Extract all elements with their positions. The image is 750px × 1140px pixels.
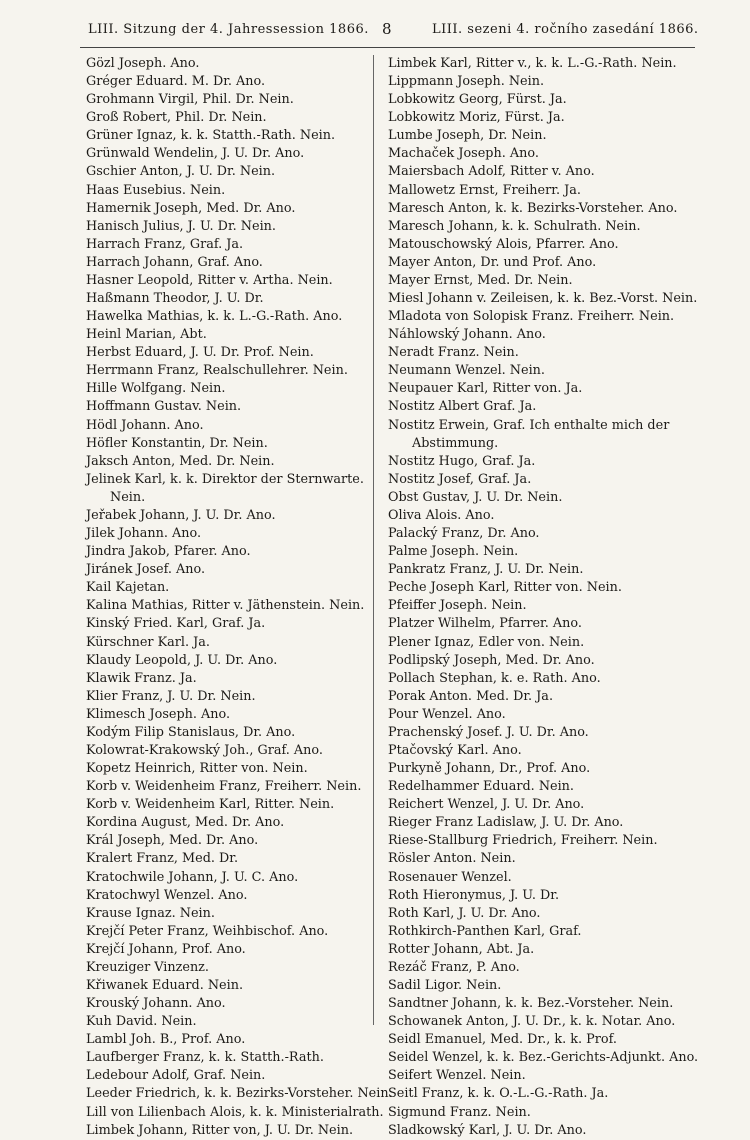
- list-item: [86, 1031, 374, 1049]
- entry-text: Kodým Filip Stanislaus, Dr. Ano.: [86, 724, 296, 740]
- entry-text: Mladota von Solopisk Franz. Freiherr. Nein.: [388, 309, 675, 325]
- list-item: [388, 706, 710, 724]
- list-item: [86, 344, 374, 362]
- entry-text: Rosenauer Wenzel.: [388, 869, 512, 885]
- entry-text: Kürschner Karl. Ja.: [86, 634, 210, 650]
- list-item: [388, 869, 710, 887]
- list-item: [388, 1067, 710, 1085]
- list-item: [388, 796, 710, 814]
- list-item: [86, 561, 374, 579]
- list-item: [86, 579, 374, 597]
- entry-text: Sladkowský Karl, J. U. Dr. Ano.: [388, 1122, 587, 1138]
- entry-text: Rösler Anton. Nein.: [388, 851, 516, 867]
- list-item: [86, 814, 374, 832]
- entry-text: Lumbe Joseph, Dr. Nein.: [388, 128, 547, 144]
- list-item: [86, 380, 374, 398]
- list-item: [86, 218, 374, 236]
- list-item: [86, 91, 374, 109]
- entry-text: Jelinek Karl, k. k. Direktor der Sternwarte.: [86, 471, 364, 487]
- list-item: [388, 850, 710, 868]
- entry-text: Sigmund Franz. Nein.: [388, 1104, 531, 1120]
- list-item: [388, 814, 710, 832]
- entry-text: Krouský Johann. Ano.: [86, 996, 226, 1012]
- entry-text: Sadil Ligor. Nein.: [388, 977, 502, 993]
- entry-text: Redelhammer Eduard. Nein.: [388, 779, 574, 795]
- list-item: [388, 453, 710, 471]
- entry-text: Kolowrat-Krakowský Joh., Graf. Ano.: [86, 742, 323, 758]
- entry-text: Kratochwile Johann, J. U. C. Ano.: [86, 869, 299, 885]
- list-item: [388, 941, 710, 959]
- entry-text: Porak Anton. Med. Dr. Ja.: [388, 688, 554, 704]
- list-item: [86, 1013, 374, 1031]
- entry-text: Hanisch Julius, J. U. Dr. Nein.: [86, 218, 276, 234]
- entry-text: Jindra Jakob, Pfarer. Ano.: [86, 544, 251, 560]
- entry-text: Kalina Mathias, Ritter v. Jäthenstein. Nein.: [86, 598, 365, 614]
- list-item: [86, 977, 374, 995]
- entry-text: Laufberger Franz, k. k. Statth.-Rath.: [86, 1050, 324, 1066]
- list-item: [388, 887, 710, 905]
- list-item: [388, 182, 710, 200]
- entry-text: Kinský Fried. Karl, Graf. Ja.: [86, 616, 266, 632]
- entry-text: Heinl Marian, Abt.: [86, 327, 207, 343]
- list-item: [388, 109, 710, 127]
- entry-text: Limbek Karl, Ritter v., k. k. L.-G.-Rath. Nein.: [388, 56, 677, 71]
- entry-text: Limbek Johann, Ritter von, J. U. Dr. Nein.: [86, 1122, 354, 1138]
- list-item: [388, 597, 710, 615]
- list-item: [86, 760, 374, 778]
- entry-text: Grüner Ignaz, k. k. Statth.-Rath. Nein.: [86, 128, 336, 144]
- entry-text: Maresch Anton, k. k. Bezirks-Vorsteher. Ano.: [388, 200, 678, 216]
- list-item: [86, 362, 374, 380]
- entry-text: Oliva Alois. Ano.: [388, 507, 495, 523]
- entry-text: Maiersbach Adolf, Ritter v. Ano.: [388, 164, 595, 180]
- left-column: [86, 55, 393, 1140]
- list-item: [86, 652, 374, 670]
- list-item: [86, 200, 374, 218]
- page-number: 8: [382, 20, 393, 38]
- list-item: [86, 127, 374, 145]
- list-item: [388, 236, 710, 254]
- entry-text: Reichert Wenzel, J. U. Dr. Ano.: [388, 797, 585, 813]
- entry-text: Neumann Wenzel. Nein.: [388, 363, 545, 379]
- entry-text: Kreuziger Vinzenz.: [86, 959, 209, 975]
- entry-text: Neupauer Karl, Ritter von. Ja.: [388, 381, 583, 397]
- entry-text: Korb v. Weidenheim Franz, Freiherr. Nein.: [86, 779, 362, 795]
- list-item: [388, 543, 710, 561]
- entry-text: Seifert Wenzel. Nein.: [388, 1068, 526, 1084]
- list-item: [388, 272, 710, 290]
- list-item: [388, 1049, 710, 1067]
- entry-text: Klier Franz, J. U. Dr. Nein.: [86, 688, 256, 704]
- entry-text: Kordina August, Med. Dr. Ano.: [86, 815, 285, 831]
- list-item: [388, 760, 710, 778]
- entry-text: Hille Wolfgang. Nein.: [86, 381, 226, 397]
- entry-text: Rieger Franz Ladislaw, J. U. Dr. Ano.: [388, 815, 624, 831]
- entry-text: Nostitz Erwein, Graf. Ich enthalte mich der: [388, 417, 670, 433]
- list-item: [86, 254, 374, 272]
- page-header: [0, 22, 750, 46]
- list-item: [86, 163, 374, 181]
- entry-text: Neradt Franz. Nein.: [388, 345, 519, 361]
- list-item: [86, 507, 374, 525]
- entry-text: Harrach Franz, Graf. Ja.: [86, 236, 244, 252]
- entry-text: Klawik Franz. Ja.: [86, 670, 197, 686]
- entry-text: Mayer Anton, Dr. und Prof. Ano.: [388, 254, 597, 270]
- list-item: [388, 218, 710, 236]
- entry-text: Roth Hieronymus, J. U. Dr.: [388, 887, 560, 903]
- list-item: [388, 326, 710, 344]
- list-item: [86, 182, 374, 200]
- list-item: [388, 995, 710, 1013]
- entry-text: Jiránek Josef. Ano.: [86, 562, 206, 578]
- list-item: [388, 344, 710, 362]
- list-item: [388, 290, 710, 308]
- list-item: [388, 579, 710, 597]
- entry-text: Pollach Stephan, k. e. Rath. Ano.: [388, 670, 601, 686]
- list-item: [388, 1122, 710, 1140]
- list-item: [86, 109, 374, 127]
- list-item: [388, 200, 710, 218]
- list-item: [86, 55, 374, 73]
- list-item: [86, 326, 374, 344]
- entry-text: Král Joseph, Med. Dr. Ano.: [86, 833, 259, 849]
- entry-text: Rezáč Franz, P. Ano.: [388, 959, 520, 975]
- list-item: [388, 561, 710, 579]
- header-german: LIII. Sitzung der 4. Jahressession 1866.: [88, 22, 369, 37]
- entry-text: Rothkirch-Panthen Karl, Graf.: [388, 923, 582, 939]
- entry-continuation: Nein.: [110, 489, 146, 505]
- entry-text: Kail Kajetan.: [86, 580, 170, 596]
- entry-text: Palme Joseph. Nein.: [388, 544, 519, 560]
- list-item: [388, 471, 710, 489]
- list-item: [388, 91, 710, 109]
- list-item: [388, 615, 710, 633]
- list-item: [86, 688, 374, 706]
- entry-text: Nostitz Albert Graf. Ja.: [388, 399, 537, 415]
- list-item: [86, 417, 374, 435]
- entry-text: Platzer Wilhelm, Pfarrer. Ano.: [388, 616, 582, 632]
- entry-continuation: Abstimmung.: [412, 435, 499, 451]
- entry-text: Lambl Joh. B., Prof. Ano.: [86, 1032, 246, 1048]
- list-item: [86, 308, 374, 326]
- list-item: [86, 941, 374, 959]
- list-item: [86, 145, 374, 163]
- entry-text: Purkyně Johann, Dr., Prof. Ano.: [388, 761, 591, 777]
- list-item: [388, 923, 710, 941]
- list-item: [388, 507, 710, 525]
- header-czech: LIII. sezeni 4. ročního zasedání 1866.: [432, 22, 699, 37]
- entry-text: Pfeiffer Joseph. Nein.: [388, 598, 527, 614]
- list-item: [388, 73, 710, 91]
- entry-text: Groß Robert, Phil. Dr. Nein.: [86, 110, 267, 126]
- right-column: [388, 55, 710, 1140]
- list-item: [388, 1013, 710, 1031]
- entry-text: Ledebour Adolf, Graf. Nein.: [86, 1068, 266, 1084]
- entry-text: Roth Karl, J. U. Dr. Ano.: [388, 905, 541, 921]
- list-item: [86, 290, 374, 308]
- list-item: [86, 453, 374, 471]
- list-item: [388, 398, 710, 416]
- entry-text: Harrach Johann, Graf. Ano.: [86, 254, 263, 270]
- entry-text: Prachenský Josef. J. U. Dr. Ano.: [388, 724, 589, 740]
- entry-text: Gréger Eduard. M. Dr. Ano.: [86, 74, 266, 90]
- entry-text: Herbst Eduard, J. U. Dr. Prof. Nein.: [86, 345, 314, 361]
- entry-text: Kuh David. Nein.: [86, 1014, 197, 1030]
- entry-text: Seidl Emanuel, Med. Dr., k. k. Prof.: [388, 1032, 617, 1048]
- list-item: [86, 525, 374, 543]
- entry-text: Matouschowský Alois, Pfarrer. Ano.: [388, 236, 619, 252]
- entry-text: Lobkowitz Georg, Fürst. Ja.: [388, 92, 567, 108]
- entry-text: Mayer Ernst, Med. Dr. Nein.: [388, 272, 573, 288]
- list-item: [86, 959, 374, 977]
- entry-text: Nostitz Hugo, Graf. Ja.: [388, 453, 536, 469]
- list-item: [388, 778, 710, 796]
- entry-text: Hamernik Joseph, Med. Dr. Ano.: [86, 200, 296, 216]
- entry-text: Plener Ignaz, Edler von. Nein.: [388, 634, 585, 650]
- entry-text: Podlipský Joseph, Med. Dr. Ano.: [388, 652, 595, 668]
- entry-text: Klaudy Leopold, J. U. Dr. Ano.: [86, 652, 278, 668]
- entry-text: Haßmann Theodor, J. U. Dr.: [86, 291, 264, 307]
- entry-text: Lippmann Joseph. Nein.: [388, 74, 545, 90]
- entry-text: Pour Wenzel. Ano.: [388, 706, 506, 722]
- header-rule: [80, 47, 695, 48]
- entry-text: Riese-Stallburg Friedrich, Freiherr. Nein.: [388, 833, 658, 849]
- list-item: [388, 634, 710, 652]
- entry-text: Herrmann Franz, Realschullehrer. Nein.: [86, 363, 348, 379]
- list-item: [86, 1104, 384, 1122]
- entry-text: Kopetz Heinrich, Ritter von. Nein.: [86, 761, 308, 777]
- list-item: [388, 724, 710, 742]
- entry-text: Ptačovský Karl. Ano.: [388, 742, 522, 758]
- entry-text: Palacký Franz, Dr. Ano.: [388, 526, 540, 542]
- list-item: [388, 127, 710, 145]
- list-item: [388, 1031, 710, 1049]
- entry-text: Höfler Konstantin, Dr. Nein.: [86, 435, 268, 451]
- list-item: [86, 995, 374, 1013]
- entry-text: Gschier Anton, J. U. Dr. Nein.: [86, 164, 276, 180]
- list-item: [388, 254, 710, 272]
- entry-text: Mallowetz Ernst, Freiherr. Ja.: [388, 182, 581, 198]
- entry-text: Hoffmann Gustav. Nein.: [86, 399, 242, 415]
- list-item: [388, 832, 710, 850]
- list-item: [388, 905, 710, 923]
- entry-text: Leeder Friedrich, k. k. Bezirks-Vorsteher. Nein.: [86, 1086, 393, 1102]
- list-item: [86, 73, 374, 91]
- list-item: [388, 1085, 710, 1103]
- list-item: [86, 778, 374, 796]
- entry-text: Křiwanek Eduard. Nein.: [86, 977, 244, 993]
- list-item: [388, 163, 710, 181]
- entry-text: Schowanek Anton, J. U. Dr., k. k. Notar. Ano.: [388, 1014, 676, 1030]
- list-item: [86, 543, 374, 561]
- entry-text: Sandtner Johann, k. k. Bez.-Vorsteher. Nein.: [388, 996, 674, 1012]
- list-item: [388, 55, 710, 73]
- entry-text: Pankratz Franz, J. U. Dr. Nein.: [388, 562, 584, 578]
- list-item: [86, 869, 374, 887]
- list-item: [86, 435, 374, 453]
- list-item: [86, 742, 374, 760]
- entry-text: Miesl Johann v. Zeileisen, k. k. Bez.-Vorst. Nein.: [388, 291, 698, 307]
- entry-text: Rotter Johann, Abt. Ja.: [388, 941, 535, 957]
- entry-text: Krejčí Peter Franz, Weihbischof. Ano.: [86, 923, 329, 939]
- list-item: [388, 525, 710, 543]
- list-item: [86, 1067, 374, 1085]
- entry-text: Hawelka Mathias, k. k. L.-G.-Rath. Ano.: [86, 309, 343, 325]
- list-item: [388, 380, 710, 398]
- entry-text: Nostitz Josef, Graf. Ja.: [388, 471, 532, 487]
- list-item: [86, 923, 374, 941]
- entry-text: Jilek Johann. Ano.: [86, 526, 202, 542]
- entry-text: Haas Eusebius. Nein.: [86, 182, 226, 198]
- entry-text: Lobkowitz Moriz, Fürst. Ja.: [388, 110, 565, 126]
- entry-text: Maresch Johann, k. k. Schulrath. Nein.: [388, 218, 641, 234]
- list-item: [86, 1122, 374, 1140]
- entry-text: Kralert Franz, Med. Dr.: [86, 851, 239, 867]
- entry-text: Grohmann Virgil, Phil. Dr. Nein.: [86, 92, 294, 108]
- entry-text: Jaksch Anton, Med. Dr. Nein.: [86, 453, 275, 469]
- list-item: [86, 1049, 374, 1067]
- list-item: [388, 362, 710, 380]
- list-item: [388, 688, 710, 706]
- list-item: [86, 670, 374, 688]
- list-item: [388, 652, 710, 670]
- entry-text: Jeřabek Johann, J. U. Dr. Ano.: [86, 507, 276, 523]
- list-item: [86, 724, 374, 742]
- list-item: [388, 145, 710, 163]
- list-item: [388, 308, 710, 326]
- entry-text: Krause Ignaz. Nein.: [86, 905, 215, 921]
- list-item: [388, 670, 710, 688]
- list-item: [86, 832, 374, 850]
- list-item: [388, 959, 710, 977]
- list-item: [86, 615, 374, 633]
- entry-text: Korb v. Weidenheim Karl, Ritter. Nein.: [86, 797, 335, 813]
- entry-text: Krejčí Johann, Prof. Ano.: [86, 941, 246, 957]
- entry-text: Obst Gustav, J. U. Dr. Nein.: [388, 489, 563, 505]
- list-item: [86, 634, 374, 652]
- list-item: [388, 742, 710, 760]
- list-item: [86, 1085, 393, 1103]
- list-item: [86, 398, 374, 416]
- list-item: [388, 977, 710, 995]
- list-item: [388, 417, 710, 453]
- entry-text: Machaček Joseph. Ano.: [388, 146, 539, 162]
- entry-text: Seidel Wenzel, k. k. Bez.-Gerichts-Adjunkt. Ano.: [388, 1050, 699, 1066]
- list-item: [86, 272, 374, 290]
- list-item: [86, 796, 374, 814]
- entry-text: Hödl Johann. Ano.: [86, 417, 204, 433]
- entry-text: Seitl Franz, k. k. O.-L.-G.-Rath. Ja.: [388, 1086, 609, 1102]
- entry-text: Hasner Leopold, Ritter v. Artha. Nein.: [86, 272, 333, 288]
- list-item: [388, 489, 710, 507]
- entry-text: Kratochwyl Wenzel. Ano.: [86, 887, 248, 903]
- entry-text: Náhlowský Johann. Ano.: [388, 327, 546, 343]
- entry-text: Lill von Lilienbach Alois, k. k. Ministerialrath.: [86, 1104, 384, 1120]
- list-item: [86, 887, 374, 905]
- list-item: [86, 850, 374, 868]
- list-item: [86, 597, 374, 615]
- list-item: [86, 236, 374, 254]
- list-item: [86, 471, 374, 507]
- list-item: [86, 706, 374, 724]
- list-item: [86, 905, 374, 923]
- entry-text: Grünwald Wendelin, J. U. Dr. Ano.: [86, 146, 305, 162]
- entry-text: Gözl Joseph. Ano.: [86, 56, 200, 71]
- list-item: [388, 1104, 710, 1122]
- entry-text: Peche Joseph Karl, Ritter von. Nein.: [388, 580, 622, 596]
- entry-text: Klimesch Joseph. Ano.: [86, 706, 231, 722]
